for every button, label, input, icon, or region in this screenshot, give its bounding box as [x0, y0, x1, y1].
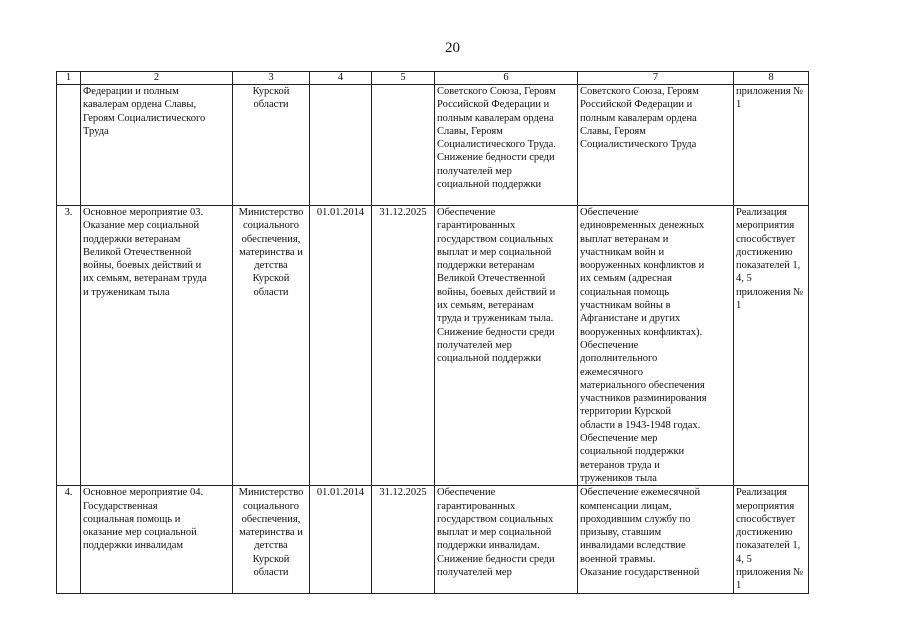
column-number-row — [57, 72, 809, 85]
expected-result: Обеспечение гарантированных государством социальных выплат и мер социальной поддержки ветеранам Великой Отечественной войны, боевых действий и их семьям, ветеранам труда и труженикам тыла. Снижение бедности среди получателей мер социальной поддержки — [435, 206, 578, 486]
column-number: 4 — [310, 72, 372, 85]
executor: Министерство социального обеспечения, материнства и детства Курской области — [233, 486, 310, 593]
end-date: 31.12.2025 — [372, 486, 435, 593]
measure-name: Основное мероприятие 03. Оказание мер социальной поддержки ветеранам Великой Отечественной войны, боевых действий и их семьям, ветеранам труда и труженикам тыла — [81, 206, 233, 486]
indicator-link: Реализация мероприятия способствует достижению показателей 1, 4, 5 приложения № 1 — [734, 486, 809, 593]
start-date: 01.01.2014 — [310, 486, 372, 593]
end-date — [372, 85, 435, 206]
table-row — [57, 206, 809, 486]
end-date: 31.12.2025 — [372, 206, 435, 486]
table-row — [57, 85, 809, 206]
indicator-link: приложения № 1 — [734, 85, 809, 206]
column-number: 6 — [435, 72, 578, 85]
executor: Курской области — [233, 85, 310, 206]
column-number: 1 — [57, 72, 81, 85]
implementation-details: Обеспечение ежемесячной компенсации лицам, проходившим службу по призыву, ставшим инвалидами вследствие военной травмы. Оказание государственной — [578, 486, 734, 593]
column-number: 7 — [578, 72, 734, 85]
expected-result: Советского Союза, Героям Российской Федерации и полным кавалерам ордена Славы, Героям Социалистического Труда. Снижение бедности среди получателей мер социальной поддержки — [435, 85, 578, 206]
implementation-details: Обеспечение единовременных денежных выплат ветеранам и участникам войн и вооруженных конфликтов и их семьям (адресная социальная помощь участникам войны в Афганистане и других вооруженных конфликтах). Обеспечение дополнительного ежемесячного материального обеспечения участников разминирования территории Курской области в 1943-1948 годах. Обеспечение мер социальной поддержки ветеранов труда и тружеников тыла — [578, 206, 734, 486]
column-number: 2 — [81, 72, 233, 85]
program-measures-table — [56, 71, 809, 594]
row-number: 3. — [57, 206, 81, 486]
column-number: 5 — [372, 72, 435, 85]
measure-name: Основное мероприятие 04. Государственная социальная помощь и оказание мер социальной поддержки инвалидам — [81, 486, 233, 593]
measure-name: Федерации и полным кавалерам ордена Славы, Героям Социалистического Труда — [81, 85, 233, 206]
expected-result: Обеспечение гарантированных государством социальных выплат и мер социальной поддержки инвалидам. Снижение бедности среди получателей мер — [435, 486, 578, 593]
row-number — [57, 85, 81, 206]
executor: Министерство социального обеспечения, материнства и детства Курской области — [233, 206, 310, 486]
table-row — [57, 486, 809, 593]
column-number: 3 — [233, 72, 310, 85]
indicator-link: Реализация мероприятия способствует достижению показателей 1, 4, 5 приложения № 1 — [734, 206, 809, 486]
page-number: 20 — [445, 40, 460, 56]
implementation-details: Советского Союза, Героям Российской Федерации и полным кавалерам ордена Славы, Героям Социалистического Труда — [578, 85, 734, 206]
start-date: 01.01.2014 — [310, 206, 372, 486]
start-date — [310, 85, 372, 206]
row-number: 4. — [57, 486, 81, 593]
column-number: 8 — [734, 72, 809, 85]
